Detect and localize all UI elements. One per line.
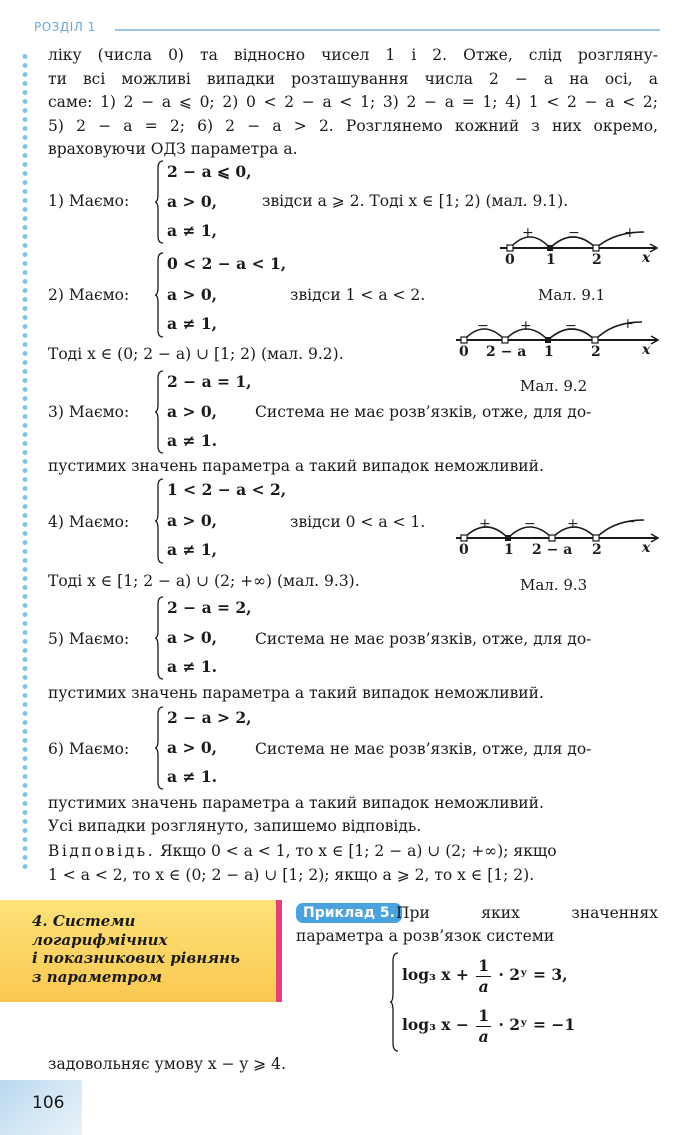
- sign-label: +: [567, 516, 579, 532]
- fraction-denominator: a: [478, 976, 489, 996]
- fraction-numerator: 1: [478, 956, 490, 975]
- brace-icon: [155, 370, 164, 454]
- equation-part: · 2ʸ = −1: [498, 1015, 576, 1034]
- system-line: 2 − a ⩽ 0,: [167, 162, 252, 181]
- system-line: a > 0,: [167, 192, 218, 211]
- tick-label: 0: [505, 252, 515, 268]
- axis-label: x: [642, 342, 651, 358]
- axis-label: x: [642, 250, 651, 266]
- tick-label: 2 − a: [486, 344, 527, 360]
- system-line: 0 < 2 − a < 1,: [167, 254, 287, 273]
- case-label: 6) Маємо:: [48, 740, 130, 758]
- tick-label: 2: [592, 252, 602, 268]
- system-line: a > 0,: [167, 511, 218, 530]
- intro-line: саме: 1) 2 − a ⩽ 0; 2) 0 < 2 − a < 1; 3) 2 − a = 1; 4) 1 < 2 − a < 2;: [48, 93, 658, 111]
- system-line: a ≠ 1.: [167, 767, 218, 786]
- system-line: a > 0,: [167, 285, 218, 304]
- margin-dot-line: [22, 52, 28, 872]
- example-condition: задовольняє умову x − y ⩾ 4.: [48, 1055, 286, 1073]
- sign-label: +: [522, 225, 534, 241]
- sign-label: +: [624, 225, 636, 241]
- system-line: a > 0,: [167, 738, 218, 757]
- brace-icon: [155, 596, 164, 680]
- case-after: Тоді x ∈ (0; 2 − a) ∪ [1; 2) (мал. 9.2).: [48, 345, 344, 363]
- example-text: параметра a розв’язок системи: [296, 927, 555, 945]
- sign-label: −: [565, 318, 577, 334]
- intro-paragraph: [48, 44, 658, 162]
- sign-label: +: [622, 316, 634, 332]
- tick-label: 1: [546, 252, 556, 268]
- system-line: a ≠ 1.: [167, 657, 218, 676]
- section-heading-line: і показникових рівнянь: [32, 949, 240, 967]
- case-label: 2) Маємо:: [48, 286, 130, 304]
- brace-icon: [390, 952, 399, 1052]
- case-label: 5) Маємо:: [48, 630, 130, 648]
- figure-caption: Мал. 9.1: [538, 286, 606, 304]
- case-conclusion: Система не має розв’язків, отже, для до-: [255, 630, 592, 648]
- case-after: пустимих значень параметра a такий випадок неможливий.: [48, 684, 544, 702]
- case-after: пустимих значень параметра a такий випадок неможливий.: [48, 457, 544, 475]
- system-line: a ≠ 1,: [167, 314, 218, 333]
- system-line: a ≠ 1.: [167, 431, 218, 450]
- page-number: 106: [32, 1093, 65, 1113]
- figure-9-1: [496, 218, 661, 270]
- case-conclusion: Система не має розв’язків, отже, для до-: [255, 740, 592, 758]
- tick-label: 1: [504, 542, 514, 558]
- tick-label: 2: [591, 344, 601, 360]
- equation-part: log₃ x −: [402, 1015, 469, 1034]
- fraction: [476, 958, 491, 994]
- system-line: a ≠ 1,: [167, 540, 218, 559]
- system-line: 2 − a = 2,: [167, 598, 252, 617]
- equation-part: · 2ʸ = 3,: [498, 965, 568, 984]
- sign-label: −: [568, 225, 580, 241]
- system-line: 2 − a = 1,: [167, 372, 252, 391]
- figure-caption: Мал. 9.3: [520, 576, 588, 594]
- tick-label: 0: [459, 542, 469, 558]
- example-badge: Приклад 5.: [296, 903, 402, 923]
- axis-label: x: [642, 540, 651, 556]
- case-conclusion: звідси a ⩾ 2. Тоді x ∈ [1; 2) (мал. 9.1).: [262, 192, 569, 210]
- section-label: РОЗДІЛ 1: [34, 20, 96, 34]
- answer-line: 1 < a < 2, то x ∈ (0; 2 − a) ∪ [1; 2); якщо a ⩾ 2, то x ∈ [1; 2).: [48, 866, 535, 884]
- fraction-numerator: 1: [478, 1006, 490, 1025]
- figure-9-3: [452, 506, 662, 562]
- case-conclusion: Система не має розв’язків, отже, для до-: [255, 403, 592, 421]
- header-divider: [115, 29, 660, 31]
- case-conclusion: звідси 0 < a < 1.: [290, 513, 426, 531]
- system-line: a ≠ 1,: [167, 221, 218, 240]
- case-conclusion: звідси 1 < a < 2.: [290, 286, 426, 304]
- system-line: a > 0,: [167, 402, 218, 421]
- sign-label: −: [477, 318, 489, 334]
- intro-line: ліку (числа 0) та відносно чисел 1 і 2. Отже, слід розгляну-: [48, 46, 658, 64]
- figure-caption: Мал. 9.2: [520, 377, 588, 395]
- system-line: a > 0,: [167, 628, 218, 647]
- section-heading: [32, 912, 272, 986]
- case-label: 3) Маємо:: [48, 403, 130, 421]
- tick-label: 2: [592, 542, 602, 558]
- case-after: Тоді x ∈ [1; 2 − a) ∪ (2; +∞) (мал. 9.3).: [48, 572, 360, 590]
- equation-part: log₃ x +: [402, 965, 469, 984]
- summary-line: Усі випадки розглянуто, запишемо відповідь.: [48, 817, 422, 835]
- brace-icon: [155, 252, 164, 338]
- fraction: [476, 1008, 491, 1044]
- brace-icon: [155, 160, 164, 244]
- brace-icon: [155, 706, 164, 790]
- answer-line: [48, 842, 557, 860]
- brace-icon: [155, 478, 164, 564]
- sign-label: −: [524, 516, 536, 532]
- system-line: [402, 1008, 575, 1044]
- case-label: 1) Маємо:: [48, 192, 130, 210]
- section-heading-line: з параметром: [32, 967, 163, 986]
- sign-label: −: [624, 514, 636, 530]
- case-label: 4) Маємо:: [48, 513, 130, 531]
- answer-text: Якщо 0 < a < 1, то x ∈ [1; 2 − a) ∪ (2; +∞); якщо: [160, 842, 557, 860]
- system-line: [402, 958, 568, 994]
- sign-label: +: [520, 318, 532, 334]
- tick-label: 2 − a: [532, 542, 573, 558]
- section-heading-line: логарифмічних: [32, 930, 168, 949]
- section-heading-line: 4. Системи: [32, 912, 136, 930]
- intro-line: 5) 2 − a = 2; 6) 2 − a > 2. Розглянемо кожний з них окремо,: [48, 116, 658, 135]
- intro-line: ти всі можливі випадки розташування числа 2 − a на осі, а: [48, 69, 658, 88]
- system-line: 1 < 2 − a < 2,: [167, 480, 287, 499]
- fraction-denominator: a: [478, 1026, 489, 1046]
- tick-label: 0: [459, 344, 469, 360]
- example-text: При яких значеннях: [396, 904, 658, 922]
- answer-label: Відповідь.: [48, 842, 156, 860]
- figure-9-2: [452, 308, 662, 364]
- tick-label: 1: [544, 344, 554, 360]
- sign-label: +: [479, 516, 491, 532]
- case-after: пустимих значень параметра a такий випадок неможливий.: [48, 794, 544, 812]
- intro-line: враховуючи ОДЗ параметра a.: [48, 140, 298, 158]
- system-line: 2 − a > 2,: [167, 708, 252, 727]
